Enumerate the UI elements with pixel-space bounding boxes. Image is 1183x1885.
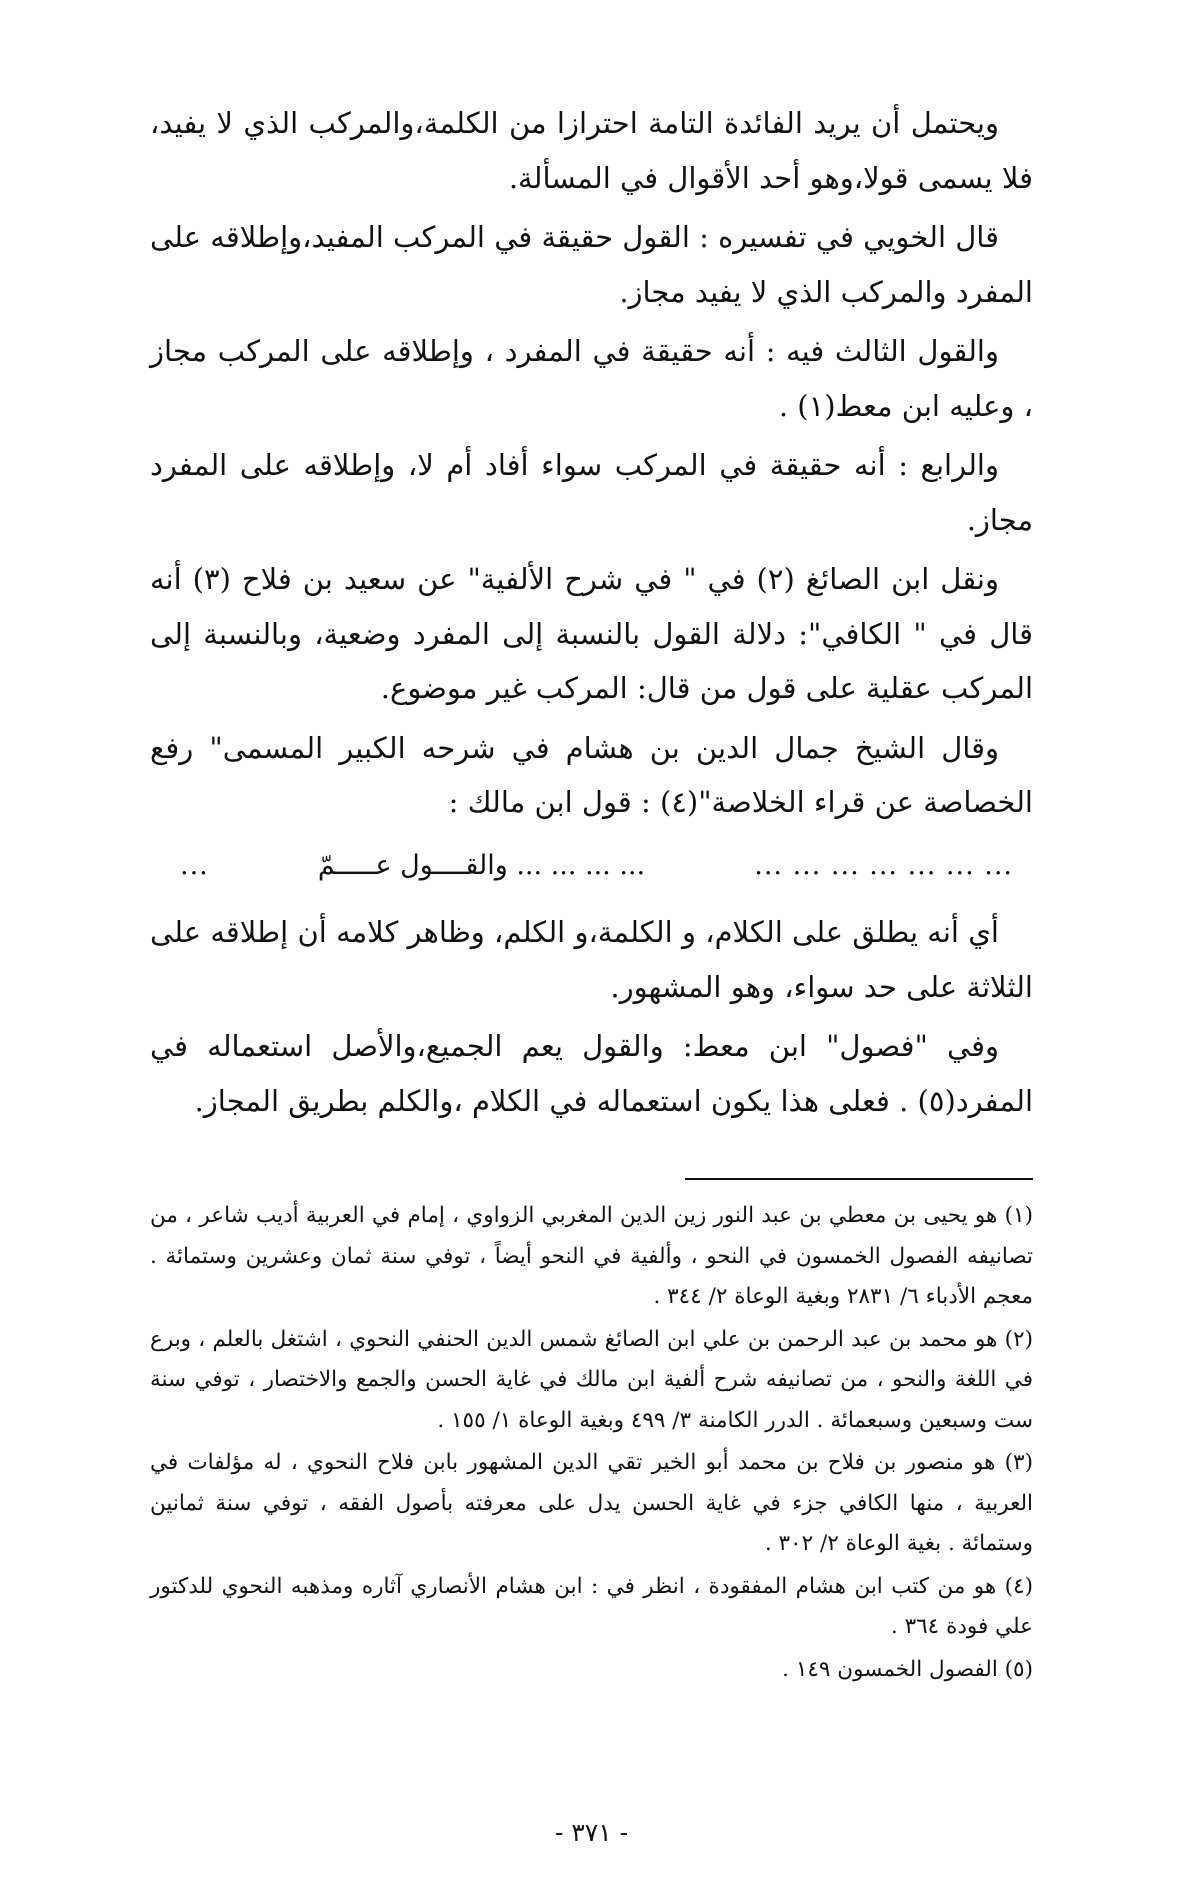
paragraph: ونقل ابن الصائغ (٢) في " في شرح الألفية" عن سعيد بن فلاح (٣) أنه قال في " الكافي": دلالة القول بالنسبة إلى المفرد وضعية، وبالنسبة إلى المركب عقلية على قول من قال: المركب غير موضوع. — [150, 562, 1033, 705]
footnote: (٢) هو محمد بن عبد الرحمن بن علي ابن الصائغ شمس الدين الحنفي النحوي ، اشتغل بالعلم ، وبرع في اللغة والنحو ، من تصانيفه شرح ألفية ابن مالك في غاية الحسن والجمع والاختصار ، توفي سنة ست وسبعين وسبعمائة . الدرر الكامنة ٣/ ٤٩٩ وبغية الوعاة ١/ ١٥٥ . — [150, 1326, 1033, 1433]
paragraph: والرابع : أنه حقيقة في المركب سواء أفاد أم لا، وإطلاقه على المفرد مجاز. — [150, 448, 1033, 537]
paragraph: أي أنه يطلق على الكلام، و الكلمة،و الكلم، وظاهر كلامه أن إطلاقه على الثلاثة على حد سواء، وهو المشهور. — [150, 915, 1033, 1004]
verse-trailing-dots: ... — [180, 849, 209, 881]
paragraph: وفي "فصول" ابن معط: والقول يعم الجميع،والأصل استعماله في المفرد(٥) . فعلى هذا يكون استعماله في الكلام ،والكلم بطريق المجاز. — [150, 1029, 1033, 1118]
footnote-separator — [685, 1178, 1033, 1180]
footnote: (٥) الفصول الخمسون ١٤٩ . — [782, 1656, 1033, 1682]
main-text — [150, 96, 1033, 1128]
verse-left-hemistich: ... ... ... ... والقــــول عـــــمّ — [317, 849, 646, 881]
paragraph: قال الخويي في تفسيره : القول حقيقة في المركب المفيد،وإطلاقه على المفرد والمركب الذي لا يفيد مجاز. — [150, 220, 1033, 309]
paragraph: والقول الثالث فيه : أنه حقيقة في المفرد ، وإطلاقه على المركب مجاز ، وعليه ابن معط(١) . — [150, 334, 1033, 423]
paragraph: ويحتمل أن يريد الفائدة التامة احترازا من الكلمة،والمركب الذي لا يفيد، فلا يسمى قولا،وهو أحد الأقوال في المسألة. — [150, 106, 1033, 195]
footnotes — [150, 1196, 1033, 1690]
footnote: (١) هو يحيى بن معطي بن عبد النور زين الدين المغربي الزواوي ، إمام في العربية أديب شاعر ، من تصانيفه الفصول الخمسون في النحو ، وألفية في النحو أيضاً ، توفي سنة ثمان وعشرين وستمائة . معجم الأدباء ٦/ ٢٨٣١ وبغية الوعاة ٢/ ٣٤٤ . — [150, 1203, 1033, 1309]
footnote: (٤) هو من كتب ابن هشام المفقودة ، انظر في : ابن هشام الأنصاري آثاره ومذهبه النحوي للدكتور علي فودة ٣٦٤ . — [150, 1573, 1033, 1639]
paragraph: وقال الشيخ جمال الدين بن هشام في شرحه الكبير المسمى" رفع الخصاصة عن قراء الخلاصة"(٤) : قول ابن مالك : — [150, 730, 1033, 819]
verse-right-hemistich: ... ... ... ... ... ... ... — [754, 849, 1013, 881]
page-number: - ٣٧١ - — [554, 1818, 629, 1847]
poetry-verse — [150, 835, 1033, 898]
footnote: (٣) هو منصور بن فلاح بن محمد أبو الخير تقي الدين المشهور بابن فلاح النحوي ، له مؤلفات في العربية ، منها الكافي جزء في غاية الحسن يدل على معرفته بأصول الفقه ، توفي سنة ثمانين وستمائة . بغية الوعاة ٢/ ٣٠٢ . — [150, 1450, 1033, 1556]
